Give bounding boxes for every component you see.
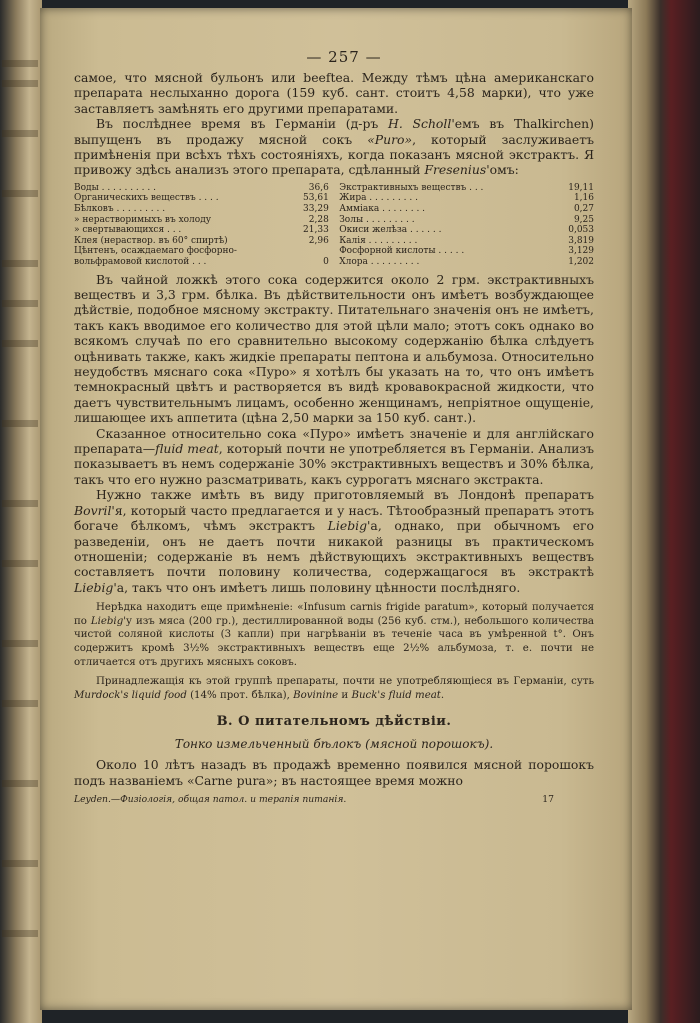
analysis-value: 0,27 — [573, 204, 594, 215]
analysis-label: » нерастворимыхъ въ холоду — [74, 214, 212, 225]
text-segment: 'емъ въ Thalkirchen) выпущенъ въ продажу мясной сокъ — [74, 116, 594, 147]
analysis-value: 33,29 — [303, 204, 329, 215]
analysis-row — [74, 193, 329, 204]
product-name: fluid meat — [155, 441, 219, 457]
book-page — [40, 8, 632, 1010]
analysis-label: Экстрактивныхъ веществъ . . . — [339, 182, 484, 193]
analysis-row — [74, 246, 329, 257]
analysis-row — [339, 204, 594, 215]
analysis-label: Воды . . . . . . . . . . — [74, 182, 156, 193]
product-name: Bovril — [74, 502, 112, 518]
analysis-label: Фосфорной кислоты . . . . . — [339, 246, 465, 257]
paragraph-5 — [74, 487, 594, 595]
analysis-value: 2,96 — [308, 235, 329, 246]
analysis-value: 2,28 — [308, 214, 329, 225]
analysis-table — [74, 183, 594, 268]
product-name: Buck's fluid meat — [351, 689, 441, 701]
product-name: Bovinine — [293, 689, 339, 701]
text-segment: 'у изъ мяса (200 гр.), дестиллированной воды (256 куб. стм.), небольшого количества чистой соляной кислоты (3 капли) при нагрѣваніи въ теченіе часа въ умѣренной t°. Онъ содержитъ кромѣ 3½% экстрактивныхъ веществъ еще 2½% альбумоза, т. е. почти не отличается отъ другихъ мясныхъ соковъ. — [74, 615, 594, 668]
footnote-2 — [74, 675, 594, 702]
analysis-value: 53,61 — [303, 193, 329, 204]
analysis-label: » свертывающихся . . . — [74, 225, 182, 236]
analysis-value: 1,202 — [568, 257, 594, 267]
product-name: «Puro» — [367, 131, 413, 147]
analysis-row — [339, 183, 594, 194]
product-name: Murdock's liquid food — [74, 689, 187, 701]
author-name: Fresenius — [424, 162, 487, 178]
text-segment: Въ послѣднее время въ Германіи (д-ръ — [96, 116, 389, 132]
footer-signature: Leyden.—Физіологія, общая патол. и терапія питанія. — [74, 794, 347, 806]
analysis-column-left — [74, 183, 329, 268]
analysis-value: 0 — [323, 257, 329, 267]
analysis-row — [74, 225, 329, 236]
analysis-value: 19,11 — [568, 182, 594, 193]
author-name: Liebig — [74, 579, 114, 595]
book-cover-edge — [628, 0, 700, 1023]
analysis-row — [339, 193, 594, 204]
analysis-row — [74, 257, 329, 268]
text-segment: и — [338, 689, 352, 701]
author-name: Liebig — [90, 615, 124, 627]
paragraph-3: Въ чайной ложкѣ этого сока содержится около 2 грм. экстрактивныхъ веществъ и 3,3 грм. бѣлка. Въ дѣйствительности онъ имѣетъ возбуждающее дѣйствіе, подобное мясному экстракту. Питательнаго значенія онъ не имѣетъ, такъ какъ вводимое его количество для этой цѣли мало; этотъ сокъ однако во всякомъ случаѣ по его сравнительно высокому содержанію бѣлка слѣдуетъ оцѣнивать также, какъ жидкіе препараты пептона и альбумоза. Относительно неудобствъ мяснаго сока «Пуро» я хотѣлъ бы указать на то, что онъ имѣетъ темнокрасный цвѣтъ и растворяется въ видѣ кровавокрасной жидкости, что даетъ чувствительнымъ лицамъ, особенно женщинамъ, непріятное ощущеніе, лишающее ихъ аппетита (цѣна 2,50 марки за 150 куб. сант.). — [74, 271, 594, 426]
analysis-value: 9,25 — [573, 214, 594, 225]
page-footer — [74, 794, 594, 805]
analysis-column-right — [339, 183, 594, 268]
text-segment: , который заслуживаетъ примѣненія при всѣхъ тѣхъ состояніяхъ, когда показанъ мясной экстрактъ. Я привожу здѣсь анализъ этого препарата, сдѣланный — [74, 131, 594, 178]
text-segment: Сказанное относительно сока «Пуро» имѣетъ значеніе и для англійскаго препарата— — [74, 425, 594, 457]
text-segment: 'я, который часто предлагается и у насъ. Тѣтообразный препаратъ этотъ богаче бѣлкомъ, чѣмъ экстрактъ — [74, 502, 594, 534]
text-segment: Нерѣдка находитъ еще примѣненіе: «Infusum carnis frigide paratum», который получается по — [74, 602, 594, 627]
page-number: — 257 — — [306, 48, 382, 66]
analysis-label: Цѣнтенъ, осаждаемаго фосфорно- — [74, 246, 237, 257]
analysis-row — [339, 257, 594, 268]
analysis-label: Органическихъ веществъ . . . . — [74, 193, 219, 204]
footnote-1 — [74, 601, 594, 669]
paragraph-6: Около 10 лѣтъ назадъ въ продажѣ временно появился мясной порошокъ подъ названіемъ «Carne pura»; въ настоящее время можно — [74, 757, 594, 788]
paragraph-4 — [74, 426, 594, 488]
analysis-value — [325, 246, 329, 257]
adjacent-page-edge — [0, 0, 42, 1023]
text-segment: 'омъ: — [486, 162, 519, 178]
analysis-row — [74, 183, 329, 194]
text-segment: Нужно также имѣть въ виду приготовляемый въ Лондонѣ препаратъ — [96, 487, 594, 503]
section-title: B. О питательномъ дѣйствіи. — [216, 714, 452, 730]
analysis-label: Калiя . . . . . . . . . — [339, 235, 418, 246]
paragraph-2 — [74, 116, 594, 178]
text-segment: , который почти не употребляется въ Германіи. Анализъ показываетъ въ немъ содержаніе 30% экстрактивныхъ веществъ и 30% бѣлка, такъ что его нужно разсматривать, какъ суррогатъ мяснаго экстракта. — [74, 441, 595, 487]
text-segment: (14% прот. бѣлка), — [186, 689, 294, 701]
analysis-label: Аммiака . . . . . . . . — [339, 204, 426, 215]
page-content — [74, 48, 594, 805]
analysis-row — [74, 215, 329, 226]
analysis-row — [74, 204, 329, 215]
text-segment: Принадлежащія къ этой группѣ препараты, почти не употребляющіеся въ Германіи, суть — [96, 676, 594, 688]
analysis-label: Жира . . . . . . . . . — [339, 193, 418, 204]
analysis-value: 0,053 — [568, 225, 594, 236]
analysis-row — [339, 246, 594, 257]
analysis-row — [339, 225, 594, 236]
analysis-label: Окиси желѣза . . . . . . — [339, 225, 442, 236]
analysis-value: 1,16 — [573, 193, 594, 204]
text-segment: . — [440, 689, 445, 701]
analysis-label: Бѣлковъ . . . . . . . . . — [74, 204, 166, 215]
analysis-label: Хлора . . . . . . . . . — [339, 257, 420, 267]
analysis-label: Золы . . . . . . . . . — [339, 214, 415, 225]
author-name: Liebig — [327, 518, 368, 534]
analysis-value: 3,129 — [568, 246, 594, 257]
analysis-value: 21,33 — [303, 225, 329, 236]
author-name: H. Scholl — [388, 116, 452, 132]
text-segment: 'а, такъ что онъ имѣетъ лишь половину цѣнности послѣдняго. — [113, 579, 521, 595]
analysis-row — [74, 236, 329, 247]
analysis-value: 3,819 — [568, 235, 594, 246]
signature-number: 17 — [542, 794, 554, 806]
analysis-value: 36,6 — [308, 182, 329, 193]
analysis-label: вольфрамовой кислотой . . . — [74, 257, 207, 267]
analysis-row — [339, 215, 594, 226]
text-segment: 'а, однако, при обычномъ его разведеніи, онъ не даетъ почти никакой разницы въ практическомъ отношеніи; содержаніе въ немъ дѣйствующихъ экстрактивныхъ веществъ составляетъ почти половину количества, содержащагося въ экстрактѣ — [74, 518, 594, 580]
paragraph-1: самое, что мясной бульонъ или beeftea. Между тѣмъ цѣна американскаго препарата неслыханно дорога (159 куб. сант. стоитъ 4,58 марки), что уже заставляетъ замѣнять его другими препаратами. — [74, 70, 594, 116]
analysis-row — [339, 236, 594, 247]
analysis-label: Клея (нераствор. въ 60° спиртѣ) — [74, 235, 228, 246]
subsection-title: Тонко измельченный бѣлокъ (мясной порошокъ). — [174, 737, 494, 752]
